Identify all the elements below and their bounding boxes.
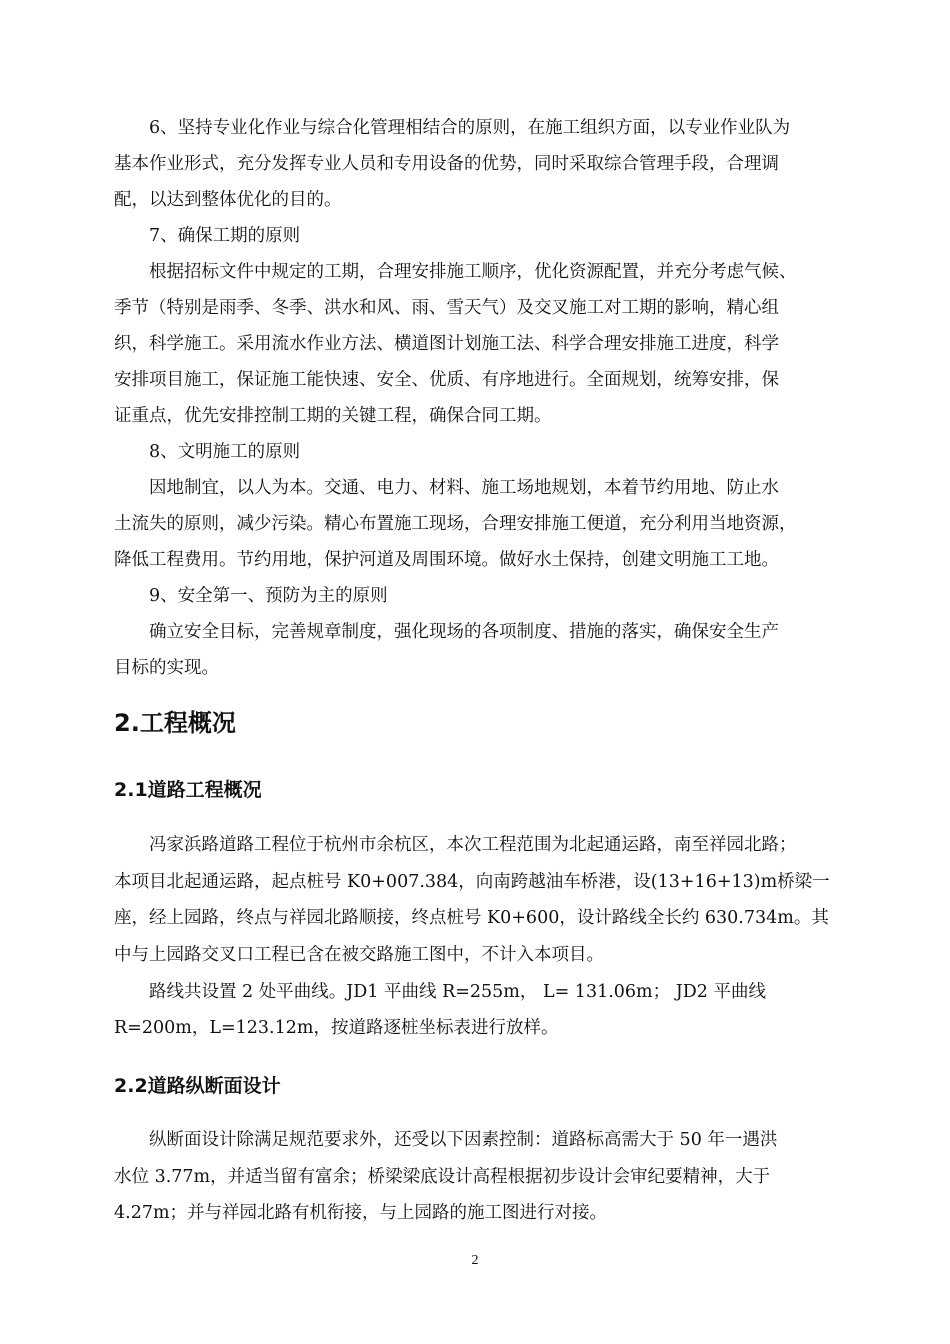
s22-line-1: 纵断面设计除满足规范要求外，还受以下因素控制：道路标高需大于 50 年一遇洪 bbox=[149, 1130, 778, 1150]
p9-line-1: 确立安全目标，完善规章制度，强化现场的各项制度、措施的落实，确保安全生产 bbox=[149, 622, 779, 642]
p6-line-3: 配，以达到整体优化的目的。 bbox=[114, 190, 342, 210]
p6-line-2: 基本作业形式，充分发挥专业人员和专用设备的优势，同时采取综合管理手段，合理调 bbox=[114, 154, 779, 174]
p9-title: 9、安全第一、预防为主的原则 bbox=[149, 586, 388, 606]
p7-line-5: 证重点，优先安排控制工期的关键工程，确保合同工期。 bbox=[114, 406, 552, 426]
s21-line-2: 本项目北起通运路，起点桩号 K0+007.384，向南跨越油车桥港，设(13+16+13)m桥梁一 bbox=[114, 872, 830, 892]
page-number: 2 bbox=[471, 1253, 479, 1268]
s21-line-4: 中与上园路交叉口工程已含在被交路施工图中，不计入本项目。 bbox=[114, 945, 604, 965]
s21-line-5: 路线共设置 2 处平曲线。JD1 平曲线 R=255m， L= 131.06m； JD2 平曲线 bbox=[149, 982, 766, 1002]
p8-line-2: 土流失的原则，减少污染。精心布置施工现场，合理安排施工便道，充分利用当地资源， bbox=[114, 514, 797, 534]
p8-line-3: 降低工程费用。节约用地，保护河道及周围环境。做好水土保持，创建文明施工工地。 bbox=[114, 550, 779, 570]
s21-line-6: R=200m，L=123.12m，按道路逐桩坐标表进行放样。 bbox=[114, 1018, 559, 1038]
s21-line-3: 座，经上园路，终点与祥园北路顺接，终点桩号 K0+600，设计路线全长约 630.734m。其 bbox=[114, 908, 829, 928]
p9-line-2: 目标的实现。 bbox=[114, 658, 219, 678]
p7-line-2: 季节（特别是雨季、冬季、洪水和风、雨、雪天气）及交叉施工对工期的影响，精心组 bbox=[114, 298, 779, 318]
p7-line-4: 安排项目施工，保证施工能快速、安全、优质、有序地进行。全面规划，统筹安排，保 bbox=[114, 370, 779, 390]
s21-line-1: 冯家浜路道路工程位于杭州市余杭区，本次工程范围为北起通运路，南至祥园北路； bbox=[149, 835, 797, 855]
s22-line-3: 4.27m；并与祥园北路有机衔接，与上园路的施工图进行对接。 bbox=[114, 1203, 608, 1223]
p7-line-3: 织，科学施工。采用流水作业方法、横道图计划施工法、科学合理安排施工进度，科学 bbox=[114, 334, 779, 354]
p6-line-1: 6、坚持专业化作业与综合化管理相结合的原则，在施工组织方面，以专业作业队为 bbox=[149, 118, 791, 138]
s22-line-2: 水位 3.77m，并适当留有富余；桥梁梁底设计高程根据初步设计会审纪要精神，大于 bbox=[114, 1167, 771, 1187]
section-2-heading: 2.工程概况 bbox=[114, 709, 236, 737]
section-2-1-heading: 2.1道路工程概况 bbox=[114, 779, 262, 801]
p7-line-1: 根据招标文件中规定的工期，合理安排施工顺序，优化资源配置，并充分考虑气候、 bbox=[149, 262, 797, 282]
section-2-2-heading: 2.2道路纵断面设计 bbox=[114, 1075, 281, 1097]
p8-title: 8、文明施工的原则 bbox=[149, 442, 301, 462]
p8-line-1: 因地制宜，以人为本。交通、电力、材料、施工场地规划，本着节约用地、防止水 bbox=[149, 478, 779, 498]
p7-title: 7、确保工期的原则 bbox=[149, 226, 301, 246]
